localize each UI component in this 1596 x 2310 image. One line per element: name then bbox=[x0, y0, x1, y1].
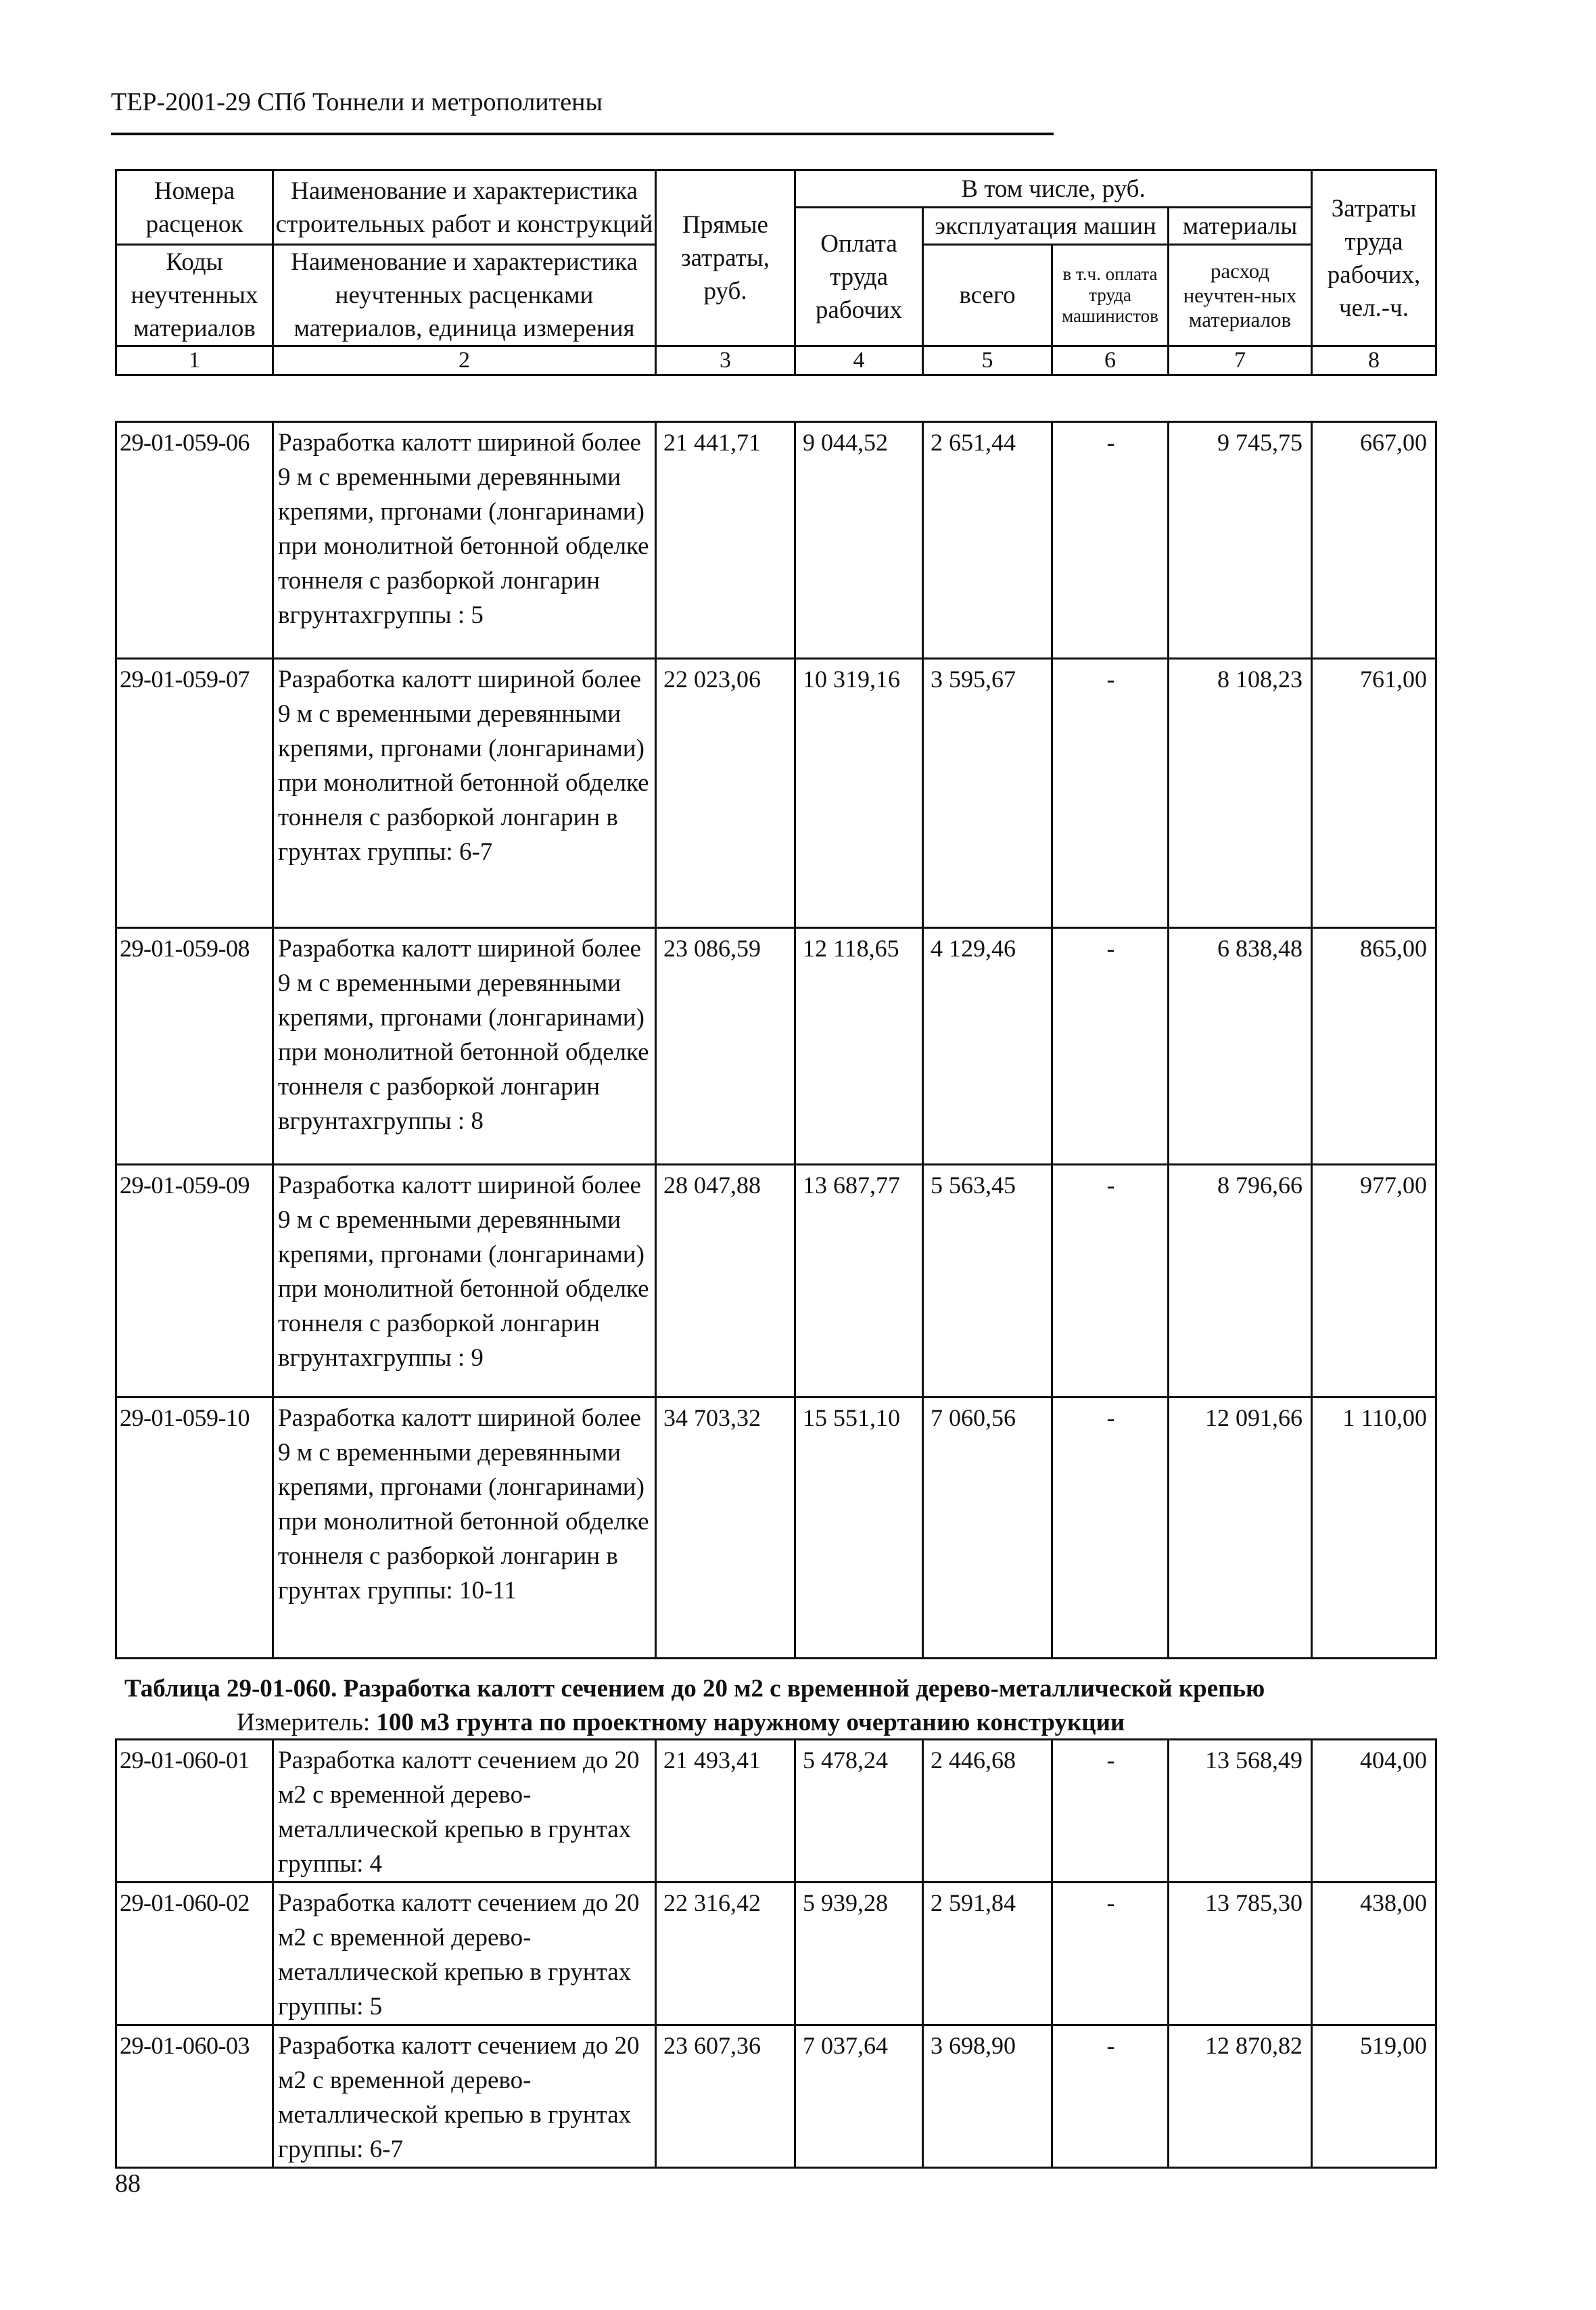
work-description: Разработка калотт шириной более 9 м с временными деревянными крепями, пргонами (лонгаринами) при монолитной бетонной обделке тоннеля с разборкой лонгарин в грунтах группы: 6-7 bbox=[273, 659, 656, 928]
machines-total: 3 698,90 bbox=[923, 2025, 1052, 2168]
materials-cost: 13 568,49 bbox=[1169, 1740, 1312, 1882]
page-header: ТЕР-2001-29 СПб Тоннели и метрополитены bbox=[111, 88, 603, 116]
column-numbers-row bbox=[116, 346, 1436, 375]
machines-total: 5 563,45 bbox=[923, 1165, 1052, 1397]
rate-code: 29-01-059-09 bbox=[116, 1165, 273, 1397]
column-number: 2 bbox=[273, 346, 656, 375]
labor-hours: 519,00 bbox=[1312, 2025, 1436, 2168]
machinist-pay: - bbox=[1052, 928, 1169, 1165]
header-machines-total: всего bbox=[923, 245, 1052, 346]
worker-pay: 5 939,28 bbox=[795, 1882, 923, 2025]
direct-costs: 34 703,32 bbox=[656, 1397, 795, 1659]
section-unit bbox=[237, 1710, 1125, 1735]
direct-costs: 21 441,71 bbox=[656, 422, 795, 659]
machinist-pay: - bbox=[1052, 659, 1169, 928]
table-059 bbox=[115, 421, 1437, 1659]
worker-pay: 5 478,24 bbox=[795, 1740, 923, 1882]
header-material-name: Наименование и характеристика неучтенных расценками материалов, единица измерения bbox=[273, 245, 656, 346]
page-number: 88 bbox=[115, 2169, 141, 2198]
worker-pay: 10 319,16 bbox=[795, 659, 923, 928]
section-title: Таблица 29-01-060. Разработка калотт сечением до 20 м2 с временной дерево-металлической крепью bbox=[124, 1675, 1265, 1703]
header-labor-hours: Затраты труда рабочих, чел.-ч. bbox=[1312, 170, 1436, 346]
machines-total: 4 129,46 bbox=[923, 928, 1052, 1165]
machinist-pay: - bbox=[1052, 2025, 1169, 2168]
direct-costs: 21 493,41 bbox=[656, 1740, 795, 1882]
materials-cost: 8 796,66 bbox=[1169, 1165, 1312, 1397]
work-description: Разработка калотт шириной более 9 м с временными деревянными крепями, пргонами (лонгаринами) при монолитной бетонной обделке тоннеля с разборкой лонгарин вгрунтахгруппы : 9 bbox=[273, 1165, 656, 1397]
rate-code: 29-01-059-08 bbox=[116, 928, 273, 1165]
header-materials: материалы bbox=[1169, 208, 1312, 245]
materials-cost: 13 785,30 bbox=[1169, 1882, 1312, 2025]
header-table bbox=[115, 169, 1437, 376]
materials-cost: 9 745,75 bbox=[1169, 422, 1312, 659]
table-row bbox=[116, 1740, 1436, 1882]
labor-hours: 667,00 bbox=[1312, 422, 1436, 659]
work-description: Разработка калотт сечением до 20 м2 с временной дерево-металлической крепью в грунтах группы: 6-7 bbox=[273, 2025, 656, 2168]
header-including: В том числе, руб. bbox=[795, 170, 1312, 208]
machines-total: 2 446,68 bbox=[923, 1740, 1052, 1882]
labor-hours: 1 110,00 bbox=[1312, 1397, 1436, 1659]
labor-hours: 865,00 bbox=[1312, 928, 1436, 1165]
header-rule bbox=[111, 133, 1054, 135]
work-description: Разработка калотт шириной более 9 м с временными деревянными крепями, пргонами (лонгаринами) при монолитной бетонной обделке тоннеля с разборкой лонгарин вгрунтахгруппы : 8 bbox=[273, 928, 656, 1165]
worker-pay: 12 118,65 bbox=[795, 928, 923, 1165]
worker-pay: 7 037,64 bbox=[795, 2025, 923, 2168]
header-material-codes: Коды неучтенных материалов bbox=[116, 245, 273, 346]
labor-hours: 404,00 bbox=[1312, 1740, 1436, 1882]
machines-total: 7 060,56 bbox=[923, 1397, 1052, 1659]
direct-costs: 22 023,06 bbox=[656, 659, 795, 928]
header-direct-costs: Прямые затраты, руб. bbox=[656, 170, 795, 346]
header-worker-pay: Оплата труда рабочих bbox=[795, 208, 923, 346]
labor-hours: 977,00 bbox=[1312, 1165, 1436, 1397]
worker-pay: 9 044,52 bbox=[795, 422, 923, 659]
table-row bbox=[116, 659, 1436, 928]
table-row bbox=[116, 1165, 1436, 1397]
header-machinist-pay: в т.ч. оплата труда машинистов bbox=[1052, 245, 1169, 346]
column-number: 1 bbox=[116, 346, 273, 375]
header-unaccounted-materials: расход неучтен-ных материалов bbox=[1169, 245, 1312, 346]
header-machines: эксплуатация машин bbox=[923, 208, 1169, 245]
table-row bbox=[116, 928, 1436, 1165]
work-description: Разработка калотт шириной более 9 м с временными деревянными крепями, пргонами (лонгаринами) при монолитной бетонной обделке тоннеля с разборкой лонгарин в грунтах группы: 10-11 bbox=[273, 1397, 656, 1659]
materials-cost: 12 091,66 bbox=[1169, 1397, 1312, 1659]
unit-label: Измеритель: bbox=[237, 1709, 371, 1736]
work-description: Разработка калотт шириной более 9 м с временными деревянными крепями, пргонами (лонгаринами) при монолитной бетонной обделке тоннеля с разборкой лонгарин вгрунтахгруппы : 5 bbox=[273, 422, 656, 659]
machinist-pay: - bbox=[1052, 1882, 1169, 2025]
rate-code: 29-01-060-02 bbox=[116, 1882, 273, 2025]
machinist-pay: - bbox=[1052, 422, 1169, 659]
rate-code: 29-01-059-07 bbox=[116, 659, 273, 928]
machines-total: 3 595,67 bbox=[923, 659, 1052, 928]
header-rate-numbers: Номера расценок bbox=[116, 170, 273, 245]
rate-code: 29-01-059-10 bbox=[116, 1397, 273, 1659]
machines-total: 2 651,44 bbox=[923, 422, 1052, 659]
rate-code: 29-01-060-01 bbox=[116, 1740, 273, 1882]
column-number: 3 bbox=[656, 346, 795, 375]
machines-total: 2 591,84 bbox=[923, 1882, 1052, 2025]
table-row bbox=[116, 2025, 1436, 2168]
header-work-name: Наименование и характеристика строительных работ и конструкций bbox=[273, 170, 656, 245]
table-row bbox=[116, 422, 1436, 659]
materials-cost: 8 108,23 bbox=[1169, 659, 1312, 928]
column-number: 7 bbox=[1169, 346, 1312, 375]
machinist-pay: - bbox=[1052, 1740, 1169, 1882]
rate-code: 29-01-060-03 bbox=[116, 2025, 273, 2168]
labor-hours: 761,00 bbox=[1312, 659, 1436, 928]
column-number: 8 bbox=[1312, 346, 1436, 375]
worker-pay: 13 687,77 bbox=[795, 1165, 923, 1397]
direct-costs: 28 047,88 bbox=[656, 1165, 795, 1397]
work-description: Разработка калотт сечением до 20 м2 с временной дерево-металлической крепью в грунтах группы: 5 bbox=[273, 1882, 656, 2025]
table-060 bbox=[115, 1738, 1437, 2169]
column-number: 5 bbox=[923, 346, 1052, 375]
work-description: Разработка калотт сечением до 20 м2 с временной дерево-металлической крепью в грунтах группы: 4 bbox=[273, 1740, 656, 1882]
rate-code: 29-01-059-06 bbox=[116, 422, 273, 659]
direct-costs: 22 316,42 bbox=[656, 1882, 795, 2025]
materials-cost: 12 870,82 bbox=[1169, 2025, 1312, 2168]
machinist-pay: - bbox=[1052, 1397, 1169, 1659]
unit-value: 100 м3 грунта по проектному наружному очертанию конструкции bbox=[376, 1709, 1125, 1736]
direct-costs: 23 086,59 bbox=[656, 928, 795, 1165]
direct-costs: 23 607,36 bbox=[656, 2025, 795, 2168]
worker-pay: 15 551,10 bbox=[795, 1397, 923, 1659]
machinist-pay: - bbox=[1052, 1165, 1169, 1397]
labor-hours: 438,00 bbox=[1312, 1882, 1436, 2025]
table-row bbox=[116, 1882, 1436, 2025]
materials-cost: 6 838,48 bbox=[1169, 928, 1312, 1165]
column-number: 4 bbox=[795, 346, 923, 375]
table-row bbox=[116, 1397, 1436, 1659]
column-number: 6 bbox=[1052, 346, 1169, 375]
